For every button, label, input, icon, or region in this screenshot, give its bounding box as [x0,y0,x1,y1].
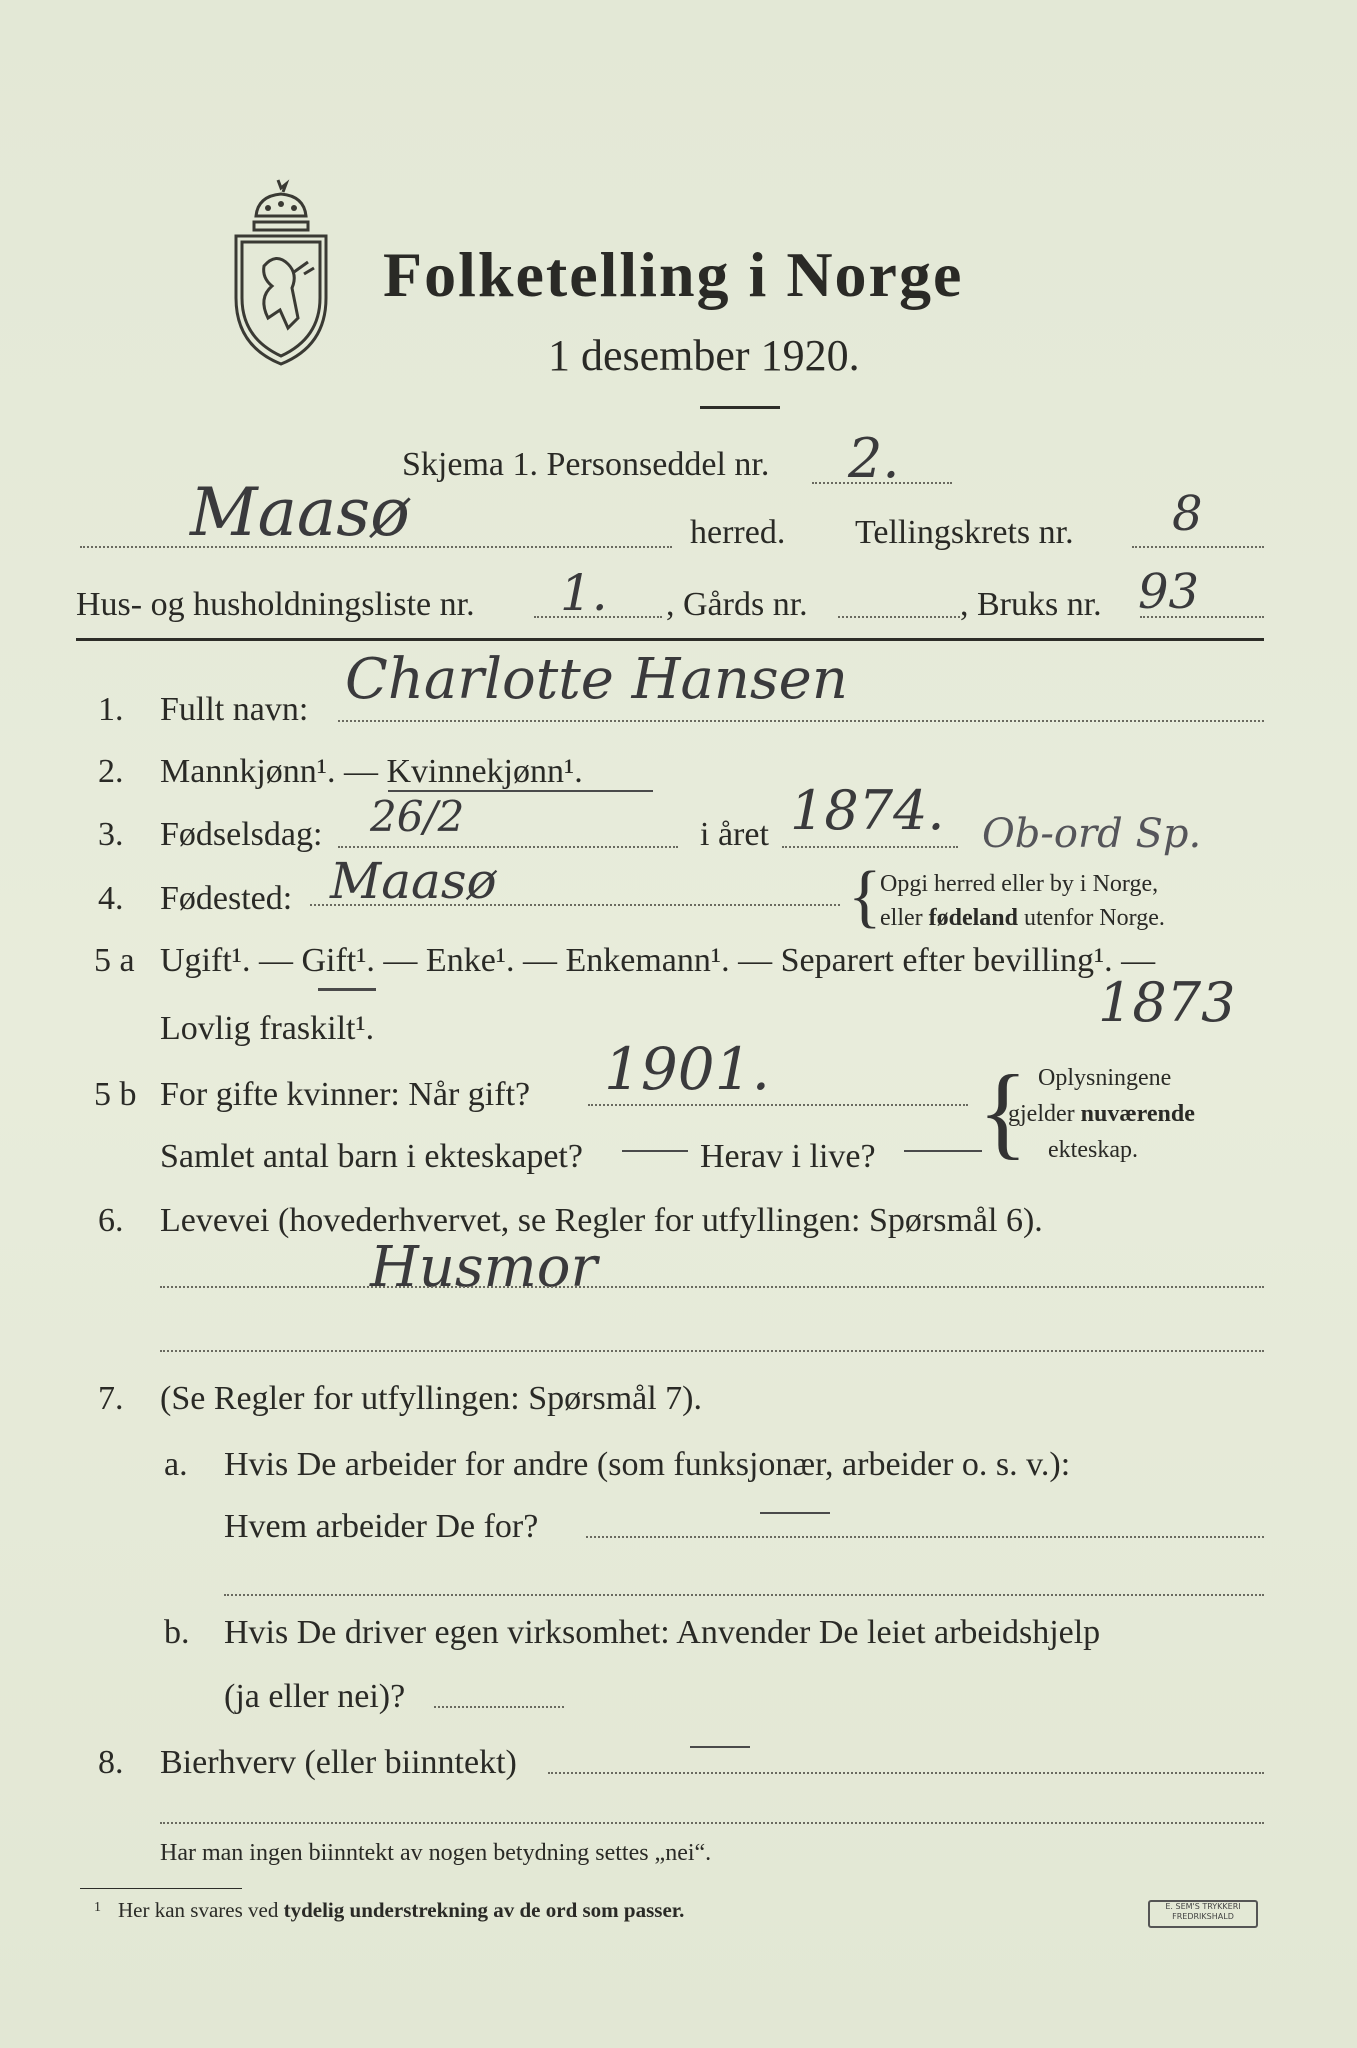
q8-label: Bierhverv (eller biinntekt) [160,1744,517,1781]
q4-number: 4. [98,880,124,917]
q6-line-2 [160,1350,1264,1352]
q7b-label: Hvis De driver egen virksomhet: Anvender De leiet arbeidshjelp [224,1614,1101,1651]
nei-note: Har man ingen biinntekt av nogen betydning settes „nei“. [160,1840,712,1866]
q5b-note-3: ekteskap. [1048,1137,1138,1163]
q7a-line-1 [586,1536,1264,1538]
coat-of-arms-icon [228,178,334,368]
q5b-gift-line [588,1104,968,1106]
q7b-line [434,1706,564,1708]
q5a-label: Ugift¹. — Gift¹. — Enke¹. — Enkemann¹. — Separert efter bevilling¹. — [160,942,1156,979]
q3-year-label: i året [700,816,769,853]
gards-line [838,616,960,618]
gards-label: , Gårds nr. [666,586,808,623]
q5b-label-3: Herav i live? [700,1138,876,1175]
q7-label: (Se Regler for utfyllingen: Spørsmål 7). [160,1380,703,1417]
q5a-number: 5 a [94,942,135,979]
q4-value: Maasø [330,852,497,910]
q5a-hand-note: 1873 [1098,971,1236,1034]
q5b-brace: { [978,1054,1028,1169]
form-date: 1 desember 1920. [548,331,860,380]
herred-label: herred. [690,514,786,551]
q8-line-2 [160,1822,1264,1824]
form-title: Folketelling i Norge [383,239,964,310]
q3-label: Fødselsdag: [160,816,323,853]
title-divider [700,406,780,409]
q3-number: 3. [98,816,124,853]
q8-number: 8. [98,1744,124,1781]
q7a-letter: a. [164,1446,188,1483]
q7a-line-2 [224,1594,1264,1596]
q5b-value: 1901. [604,1035,771,1103]
q8-line-1 [548,1772,1264,1774]
q2-number: 2. [98,753,124,790]
q5b-barn-dash [622,1150,688,1152]
q7b-letter: b. [164,1614,190,1651]
q4-note-1: Opgi herred eller by i Norge, [880,871,1159,897]
q3-date-line [338,846,678,848]
herred-name: Maasø [190,474,410,551]
tellingskrets-label: Tellingskrets nr. [855,514,1074,551]
q1-number: 1. [98,691,124,728]
q7a-dash [760,1512,830,1514]
q3-value: 26/2 [370,792,465,841]
printer-stamp: E. SEM'S TRYKKERI FREDRIKSHALD [1148,1900,1258,1928]
footnote-text: Her kan svares ved tydelig understrekning av de ord som passer. [118,1898,685,1922]
q7-number: 7. [98,1380,124,1417]
bruks-nr: 93 [1138,564,1200,620]
q5a-gift-underline [318,988,376,991]
q7b-label-2: (ja eller nei)? [224,1678,406,1715]
q3-year-line [782,846,958,848]
q5b-number: 5 b [94,1076,137,1113]
q4-note-2: eller fødeland utenfor Norge. [880,905,1165,931]
hus-nr: 1. [560,564,608,622]
q5b-note-2: gjelder nuværende [1008,1101,1195,1127]
q2-label: Mannkjønn¹. — Kvinnekjønn¹. [160,753,583,790]
skjema-label: Skjema 1. Personseddel nr. [402,446,770,483]
q6-line-1 [160,1286,1264,1288]
q1-line [338,720,1264,722]
q5b-label: For gifte kvinner: Når gift? [160,1076,531,1113]
q6-label: Levevei (hovederhvervet, se Regler for utfyllingen: Spørsmål 6). [160,1202,1043,1239]
footnote-marker: 1 [94,1900,101,1915]
footnote-divider [80,1888,242,1889]
q1-value: Charlotte Hansen [345,647,848,712]
tellingskrets-nr: 8 [1172,486,1203,542]
bruks-label: , Bruks nr. [960,586,1102,623]
q3-year: 1874. [790,779,945,842]
q7a-label: Hvis De arbeider for andre (som funksjonær, arbeider o. s. v.): [224,1446,1071,1483]
q5b-label-2: Samlet antal barn i ekteskapet? [160,1138,583,1175]
q5a-label-2: Lovlig fraskilt¹. [160,1010,375,1047]
q1-label: Fullt navn: [160,691,309,728]
header-divider [76,638,1264,641]
tellingskrets-line [1132,546,1264,548]
q4-brace: { [848,858,882,935]
q6-value: Husmor [370,1235,598,1300]
q3-note: Ob-ord Sp. [982,811,1202,857]
q5b-live-dash [904,1150,982,1152]
q7a-label-2: Hvem arbeider De for? [224,1508,539,1545]
q5b-note-1: Oplysningene [1038,1065,1172,1091]
q6-number: 6. [98,1202,124,1239]
q4-label: Fødested: [160,880,293,917]
personseddel-nr: 2. [848,427,900,490]
q8-dash [690,1746,750,1748]
hus-label: Hus- og husholdningsliste nr. [76,586,475,623]
